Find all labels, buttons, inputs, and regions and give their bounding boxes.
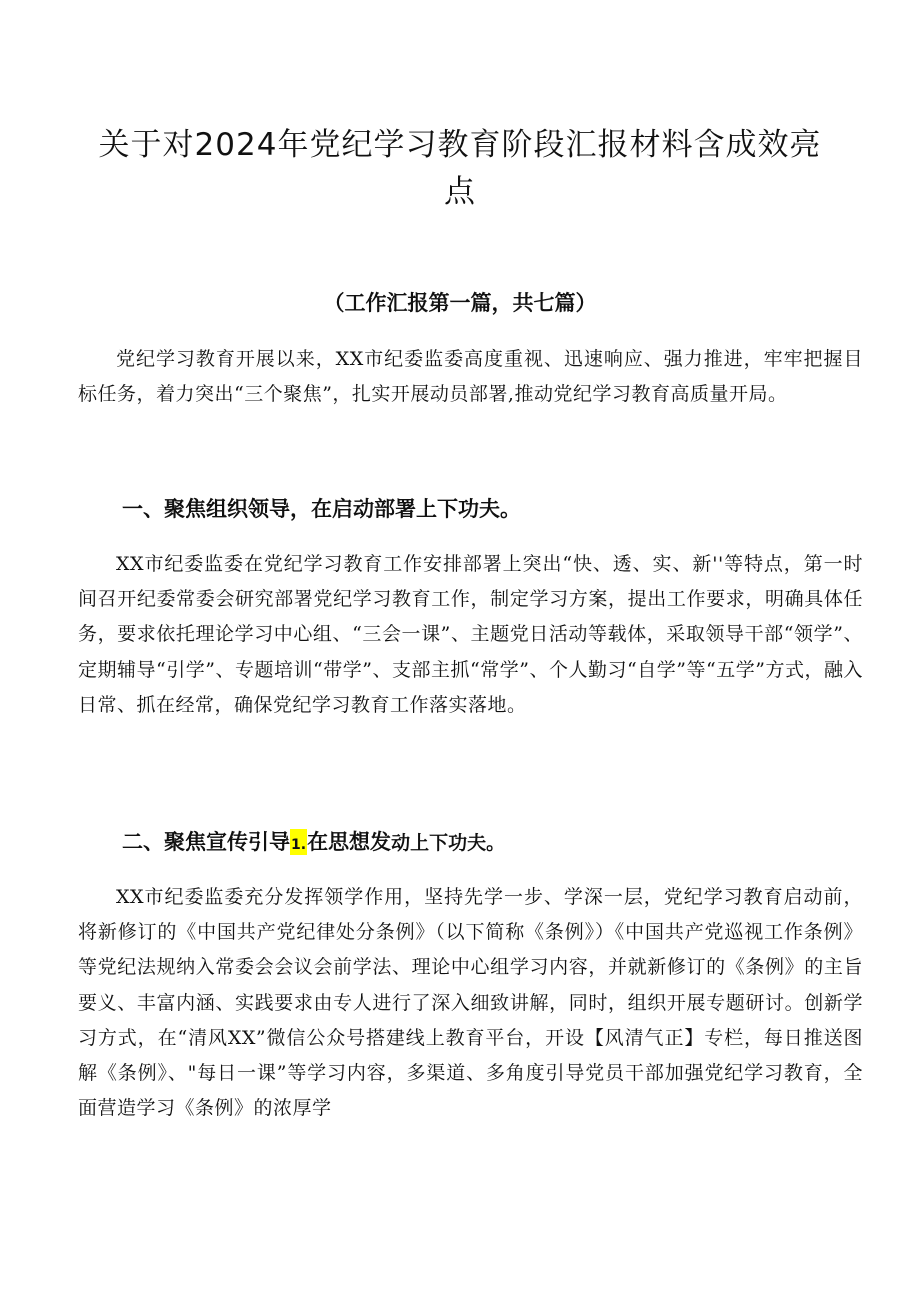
section-2-heading-part3: 动上下功夫。 <box>391 832 506 854</box>
section-2-heading-part1: 二、聚焦宣传引导 <box>122 830 290 854</box>
document-subtitle: （工作汇报第一篇，共七篇） <box>323 291 597 315</box>
section-2-heading-part2: 在思想发 <box>307 830 392 854</box>
section-1-heading <box>122 492 862 526</box>
intro-paragraph: 党纪学习教育开展以来，XX市纪委监委高度重视、迅速响应、强力推进，牢牢把握目标任务，着力突出“三个聚焦”，扎实开展动员部署,推动党纪学习教育高质量开局。 <box>78 348 863 406</box>
highlight-mark: 1. <box>290 829 307 855</box>
section-1-paragraph: XX市纪委监委在党纪学习教育工作安排部署上突出“快、透、实、新''等特点，第一时间召开纪委常委会研究部署党纪学习教育工作，制定学习方案，提出工作要求，明确具体任务，要求依托理论学习中心组、“三会一课”、主题党日活动等载体，采取领导干部“领学”、定期辅导“引学”、专题培训“带学”、支部主抓“常学”、个人勤习“自学”等“五学”方式，融入日常、抓在经常，确保党纪学习教育工作落实落地。 <box>78 553 863 716</box>
section-2-paragraph: XX市纪委监委充分发挥领学作用，坚持先学一步、学深一层，党纪学习教育启动前，将新修订的《中国共产党纪律处分条例》（以下简称《条例》）《中国共产党巡视工作条例》等党纪法规纳入常委会会议会前学法、理论中心组学习内容，并就新修订的《条例》的主旨要义、丰富内涵、实践要求由专人进行了深入细致讲解，同时，组织开展专题研讨。创新学习方式，在“清风XX”微信公众号搭建线上教育平台，开设【风清气正】专栏，每日推送图解《条例》、"每日一课”等学习内容，多渠道、多角度引导党员干部加强党纪学习教育，全面营造学习《条例》的浓厚学 <box>78 886 863 1120</box>
document-title: 关于对2024年党纪学习教育阶段汇报材料含成效亮点 <box>98 127 822 210</box>
section-1-heading-text: 一、聚焦组织领导，在启动部署上下功夫。 <box>122 497 521 521</box>
section-2-heading <box>122 825 862 862</box>
